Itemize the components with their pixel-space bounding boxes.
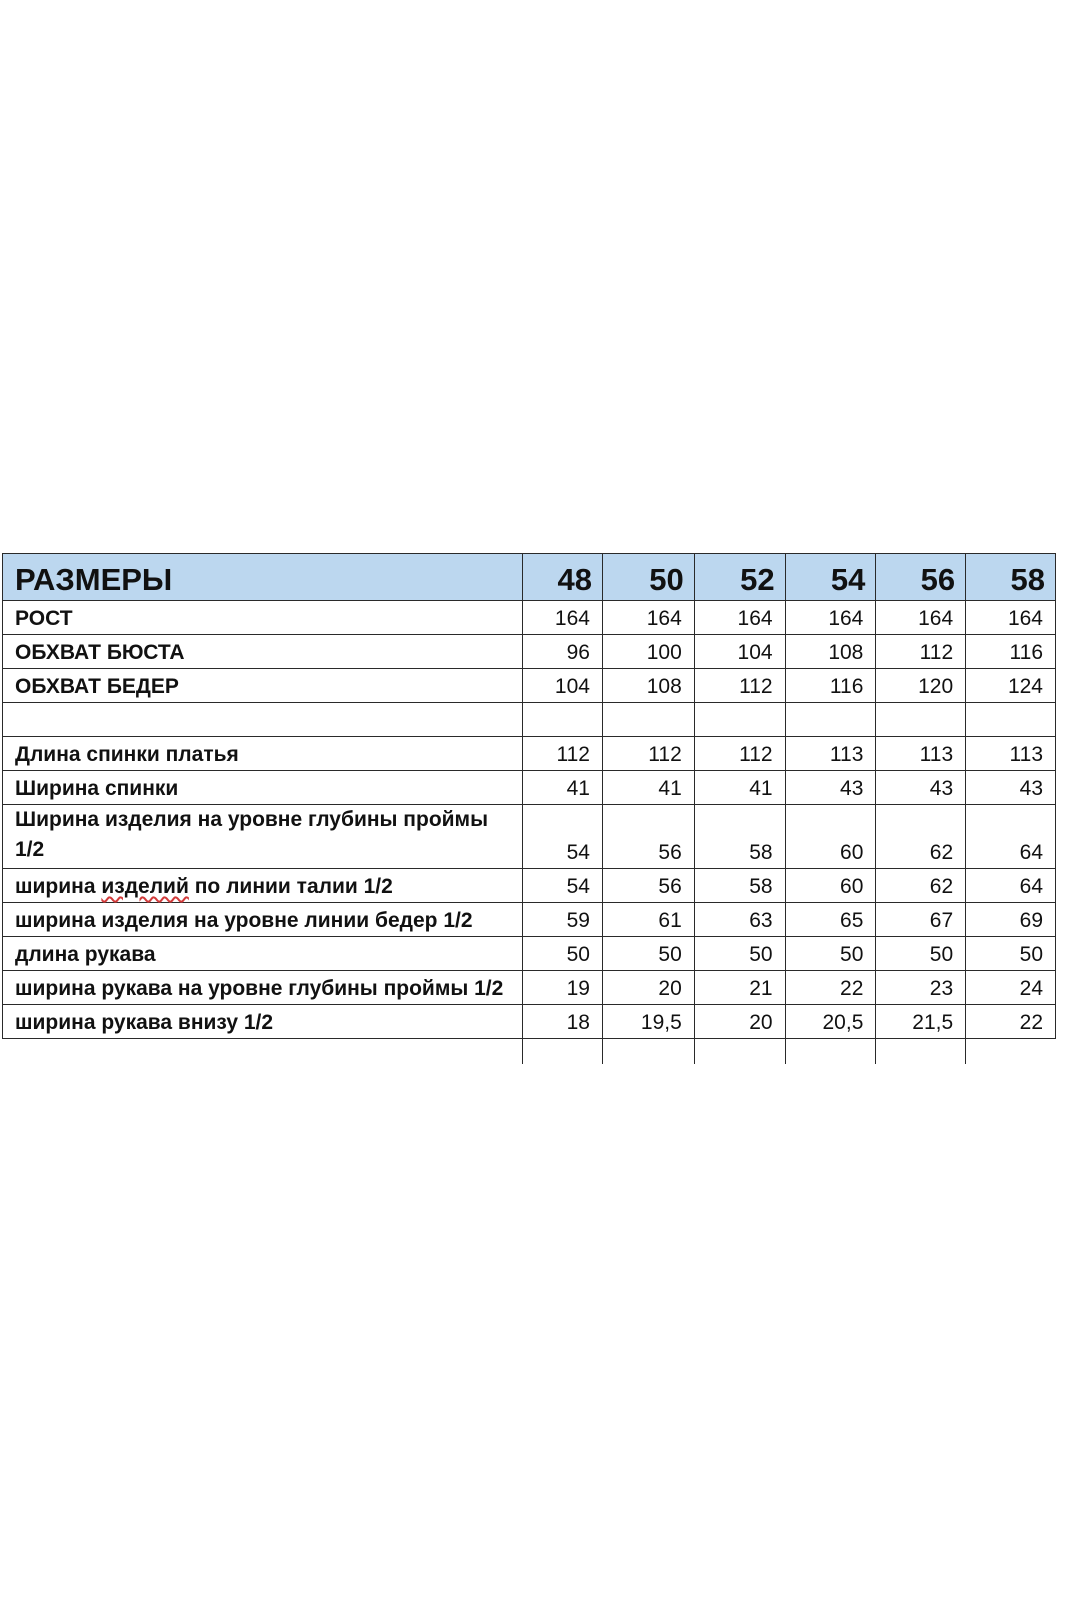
size-header: 50	[602, 554, 694, 601]
cell-value: 67	[876, 903, 966, 937]
cell-value	[694, 703, 785, 737]
cell-value	[602, 703, 694, 737]
size-header: 56	[876, 554, 966, 601]
row-label: ширина рукава на уровне глубины проймы 1/2	[3, 971, 523, 1005]
empty-cell	[785, 1039, 876, 1065]
table-row-cutoff	[3, 1039, 1056, 1065]
table-row	[3, 903, 1056, 937]
cell-value	[876, 703, 966, 737]
cell-value: 58	[694, 805, 785, 869]
header-label: РАЗМЕРЫ	[3, 554, 523, 601]
empty-cell	[602, 1039, 694, 1065]
cell-value: 124	[966, 669, 1056, 703]
cell-value: 100	[602, 635, 694, 669]
cell-value: 18	[523, 1005, 603, 1039]
cell-value: 54	[523, 805, 603, 869]
empty-cell	[3, 1039, 523, 1065]
cell-value: 62	[876, 805, 966, 869]
row-label: ОБХВАТ БЕДЕР	[3, 669, 523, 703]
cell-value: 21,5	[876, 1005, 966, 1039]
table-row	[3, 669, 1056, 703]
empty-cell	[523, 1039, 603, 1065]
cell-value: 116	[966, 635, 1056, 669]
cell-value: 43	[966, 771, 1056, 805]
table-row	[3, 937, 1056, 971]
row-label: ширина изделия на уровне линии бедер 1/2	[3, 903, 523, 937]
cell-value: 50	[523, 937, 603, 971]
size-header: 58	[966, 554, 1056, 601]
table-row	[3, 805, 1056, 869]
cell-value	[785, 703, 876, 737]
cell-value: 112	[694, 737, 785, 771]
table-row	[3, 635, 1056, 669]
cell-value	[966, 703, 1056, 737]
cell-value: 69	[966, 903, 1056, 937]
cell-value: 24	[966, 971, 1056, 1005]
row-label: Длина спинки платья	[3, 737, 523, 771]
cell-value: 113	[876, 737, 966, 771]
row-label	[3, 703, 523, 737]
empty-cell	[966, 1039, 1056, 1065]
cell-value: 19	[523, 971, 603, 1005]
cell-value: 20,5	[785, 1005, 876, 1039]
cell-value: 96	[523, 635, 603, 669]
cell-value: 164	[966, 601, 1056, 635]
size-header: 54	[785, 554, 876, 601]
cell-value: 50	[694, 937, 785, 971]
cell-value: 113	[966, 737, 1056, 771]
cell-value: 120	[876, 669, 966, 703]
cell-value: 108	[602, 669, 694, 703]
cell-value: 19,5	[602, 1005, 694, 1039]
empty-cell	[694, 1039, 785, 1065]
cell-value: 164	[694, 601, 785, 635]
cell-value: 56	[602, 805, 694, 869]
row-label: Ширина спинки	[3, 771, 523, 805]
cell-value	[523, 703, 603, 737]
row-label-line: 1/2	[15, 838, 45, 861]
cell-value: 164	[523, 601, 603, 635]
cell-value: 20	[694, 1005, 785, 1039]
cell-value: 56	[602, 869, 694, 903]
row-label-line: Ширина изделия на уровне глубины проймы	[15, 808, 489, 831]
cell-value: 65	[785, 903, 876, 937]
cell-value: 63	[694, 903, 785, 937]
cell-value: 60	[785, 805, 876, 869]
cell-value: 41	[602, 771, 694, 805]
cell-value: 43	[785, 771, 876, 805]
cell-value: 164	[785, 601, 876, 635]
cell-value: 60	[785, 869, 876, 903]
cell-value: 116	[785, 669, 876, 703]
cell-value: 23	[876, 971, 966, 1005]
row-label-part: по линии талии 1/2	[188, 875, 393, 898]
cell-value: 58	[694, 869, 785, 903]
cell-value: 59	[523, 903, 603, 937]
cell-value: 43	[876, 771, 966, 805]
cell-value: 50	[602, 937, 694, 971]
table-row	[3, 737, 1056, 771]
row-label-part: ширина	[15, 875, 102, 898]
table-row	[3, 1005, 1056, 1039]
size-header: 52	[694, 554, 785, 601]
cell-value: 104	[694, 635, 785, 669]
cell-value: 64	[966, 869, 1056, 903]
cell-value: 112	[523, 737, 603, 771]
size-header: 48	[523, 554, 603, 601]
cell-value: 41	[694, 771, 785, 805]
cell-value: 164	[602, 601, 694, 635]
spellcheck-marked-word: изделий	[101, 875, 189, 898]
cell-value: 113	[785, 737, 876, 771]
cell-value: 62	[876, 869, 966, 903]
table-row	[3, 601, 1056, 635]
cell-value: 164	[876, 601, 966, 635]
cell-value: 104	[523, 669, 603, 703]
cell-value: 22	[966, 1005, 1056, 1039]
row-label: ОБХВАТ БЮСТА	[3, 635, 523, 669]
cell-value: 64	[966, 805, 1056, 869]
cell-value: 50	[785, 937, 876, 971]
row-label	[3, 869, 523, 903]
cell-value: 50	[966, 937, 1056, 971]
cell-value: 61	[602, 903, 694, 937]
size-chart-table	[2, 553, 1056, 1064]
cell-value: 54	[523, 869, 603, 903]
empty-cell	[876, 1039, 966, 1065]
cell-value: 50	[876, 937, 966, 971]
row-label: ширина рукава внизу 1/2	[3, 1005, 523, 1039]
table-row	[3, 869, 1056, 903]
cell-value: 112	[876, 635, 966, 669]
row-label	[3, 805, 523, 869]
cell-value: 20	[602, 971, 694, 1005]
cell-value: 22	[785, 971, 876, 1005]
table-row	[3, 771, 1056, 805]
row-label: РОСТ	[3, 601, 523, 635]
cell-value: 41	[523, 771, 603, 805]
cell-value: 112	[694, 669, 785, 703]
cell-value: 112	[602, 737, 694, 771]
table-row-empty	[3, 703, 1056, 737]
row-label: длина рукава	[3, 937, 523, 971]
cell-value: 108	[785, 635, 876, 669]
table-row	[3, 971, 1056, 1005]
cell-value: 21	[694, 971, 785, 1005]
table-header-row	[3, 554, 1056, 601]
